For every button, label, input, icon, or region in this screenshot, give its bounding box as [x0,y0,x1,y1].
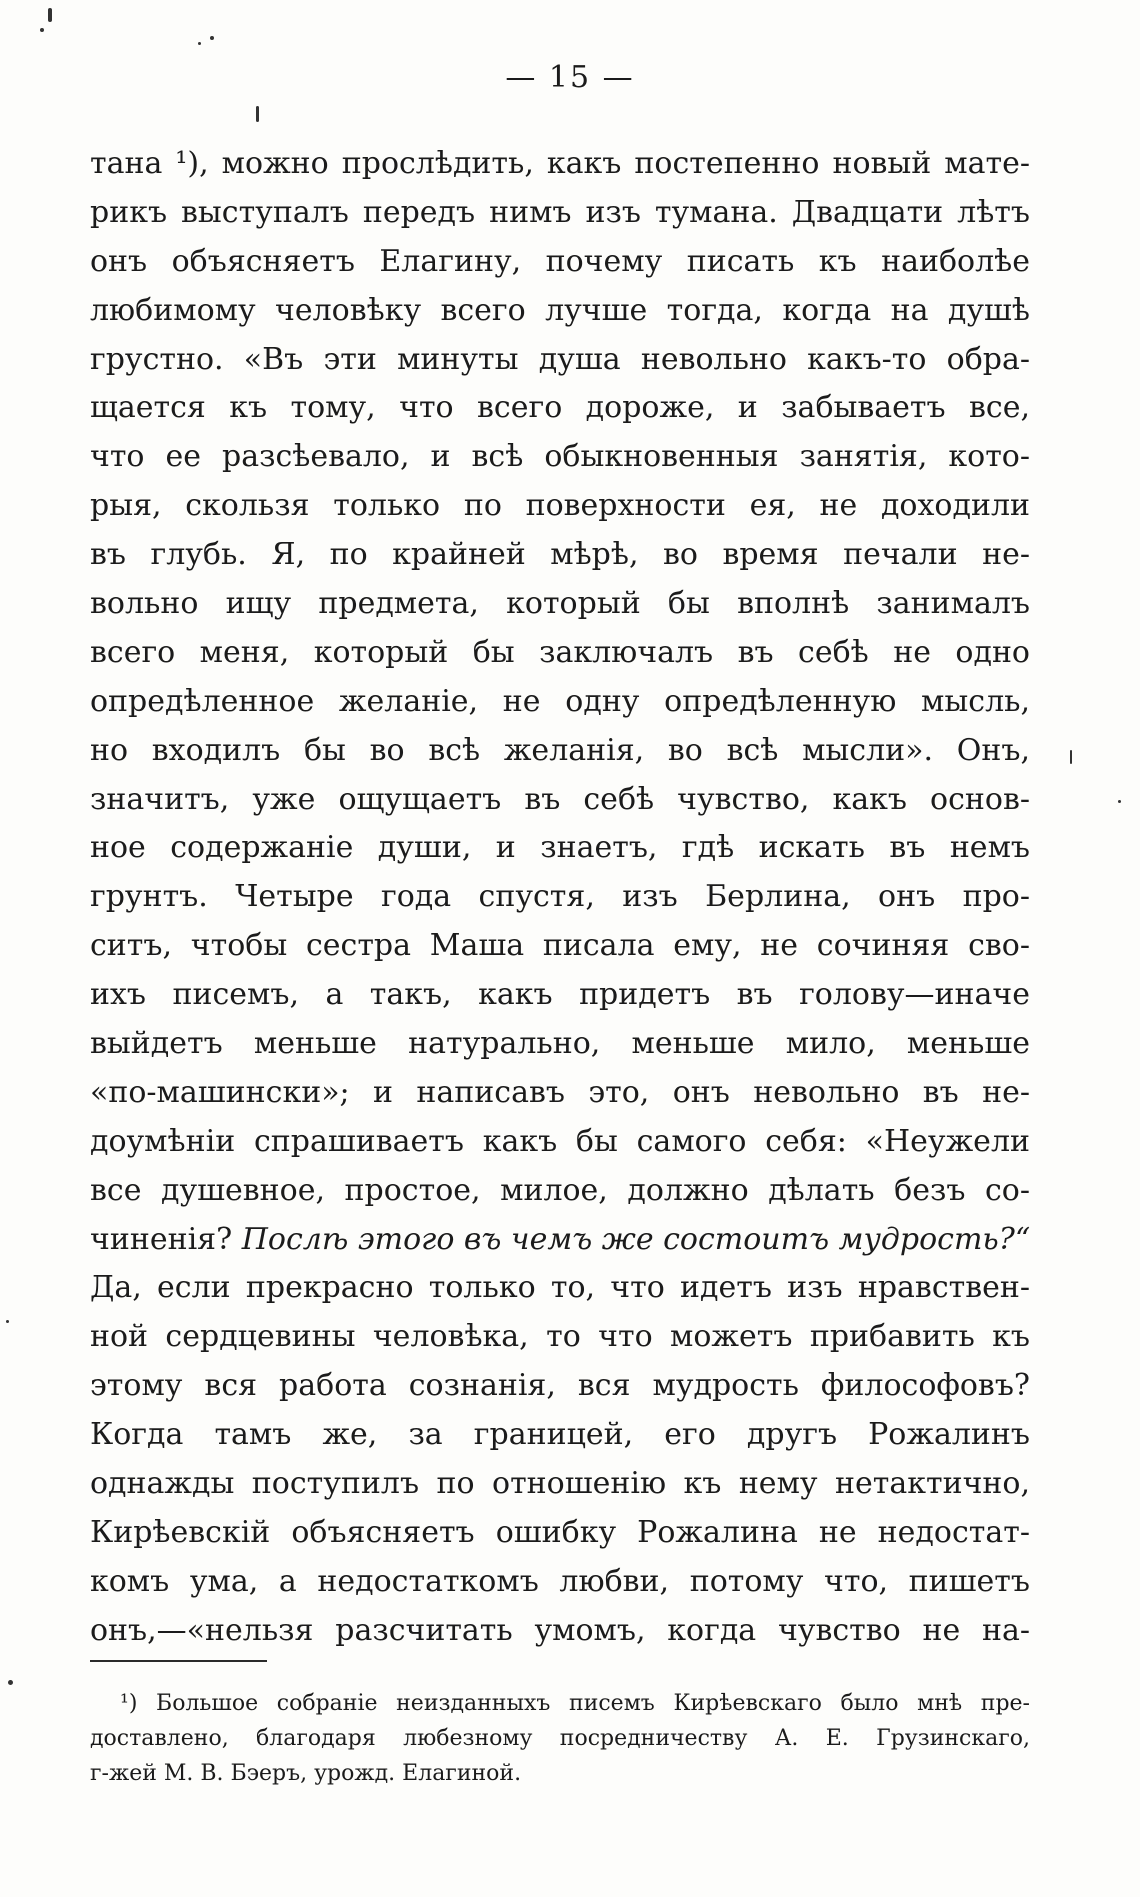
text-line: рикъ выступалъ передъ нимъ изъ тумана. Двадцати лѣтъ [90,194,1030,230]
text-line: «по-машински»; и написавъ это, онъ невольно въ не- [90,1074,1030,1110]
text-line: доумѣніи спрашиваетъ какъ бы самого себя: «Неужели [90,1123,1030,1159]
text-plain-span: чиненія? [90,1221,242,1257]
text-line: грустно. «Въ эти минуты душа невольно какъ-то обра- [90,341,1030,377]
scan-speck [1118,800,1121,803]
scan-speck [40,28,44,32]
text-line: ситъ, чтобы сестра Маша писала ему, не сочиняя сво- [90,928,1030,964]
footnote-line [90,1686,1030,1721]
text-line: что ее разсѣевало, и всѣ обыкновенныя занятія, кото- [90,439,1030,475]
text-line: онъ,—«нельзя разсчитать умомъ, когда чувство не на- [90,1612,1030,1648]
text-line: ное содержаніе души, и знаетъ, гдѣ искать въ немъ [90,830,1030,866]
text-line: однажды поступилъ по отношенію къ нему нетактично, [90,1466,1030,1502]
text-line: но входилъ бы во всѣ желанія, во всѣ мысли». Онъ, [90,732,1030,768]
scan-speck [198,42,201,45]
text-line: щается къ тому, что всего дороже, и забываетъ все, [90,390,1030,426]
text-line: ной сердцевины человѣка, то что можетъ прибавить къ [90,1319,1030,1355]
text-line: этому вся работа сознанія, вся мудрость философовъ? [90,1368,1030,1404]
text-line: рыя, скользя только по поверхности ея, не доходили [90,488,1030,524]
footnote [90,1686,1030,1791]
text-line: вольно ищу предмета, который бы вполнѣ занималъ [90,586,1030,622]
text-line-with-italic [90,1216,1030,1265]
footnote-line: доставлено, благодаря любезному посредничеству А. Е. Грузинскаго, [90,1726,1030,1751]
text-line: въ глубь. Я, по крайней мѣрѣ, во время печали не- [90,537,1030,573]
footnote-divider [90,1660,267,1662]
text-line: грунтъ. Четыре года спустя, изъ Берлина, онъ про- [90,879,1030,915]
scan-speck [256,106,259,122]
scan-speck [48,8,52,22]
text-line: все душевное, простое, милое, должно дѣлать безъ со- [90,1172,1030,1208]
scan-speck [1070,750,1072,764]
scan-speck [8,1680,13,1685]
text-line: значитъ, уже ощущаетъ въ себѣ чувство, какъ основ- [90,781,1030,817]
text-line: любимому человѣку всего лучше тогда, когда на душѣ [90,292,1030,328]
footnote-line: г-жей М. В. Бэеръ, урожд. Елагиной. [90,1761,522,1786]
text-line: ихъ писемъ, а такъ, какъ придетъ въ голову—иначе [90,977,1030,1013]
scan-speck [210,36,214,40]
text-line: выйдетъ меньше натурально, меньше мило, меньше [90,1026,1030,1062]
text-line: опредѣленное желаніе, не одну опредѣленную мысль, [90,683,1030,719]
main-text [90,140,1030,1656]
text-line: комъ ума, а недостаткомъ любви, потому что, пишетъ [90,1563,1030,1599]
text-line: Да, если прекрасно только то, что идетъ изъ нравствен- [90,1270,1030,1306]
footnote-marker: ¹) [120,1691,138,1716]
text-line: Кирѣевскій объясняетъ ошибку Рожалина не недостат- [90,1514,1030,1550]
italic-quote-span: Послѣ этого въ чемъ же состоитъ мудрость?“ [241,1221,1031,1257]
page-number: — 15 — [505,60,635,95]
footnote-line-text: Большое собраніе неизданныхъ писемъ Кирѣевскаго было мнѣ пре- [156,1691,1030,1716]
text-line: онъ объясняетъ Елагину, почему писать къ наиболѣе [90,243,1030,279]
text-line: Когда тамъ же, за границей, его другъ Рожалинъ [90,1417,1030,1453]
text-line: тана ¹), можно прослѣдить, какъ постепенно новый мате- [90,146,1030,181]
text-line: всего меня, который бы заключалъ въ себѣ не одно [90,634,1030,670]
scan-speck [6,1320,9,1323]
